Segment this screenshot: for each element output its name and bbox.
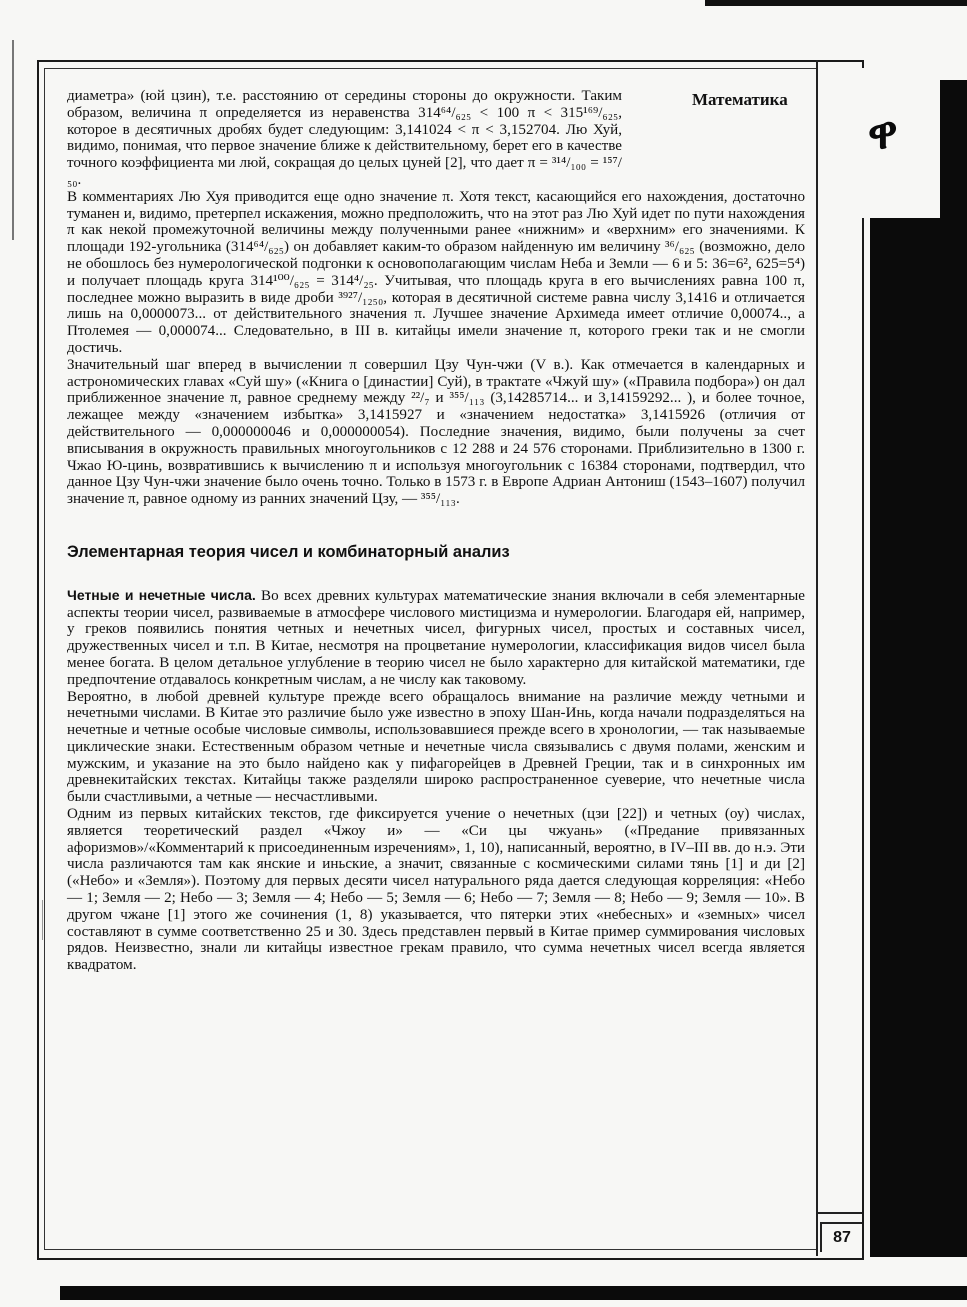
paragraph: Вероятно, в любой древней культуре прежде всего обращалось внимание на различие между четными и нечетными числами. В Китае это различие было уже известно в эпоху Шан-Инь, когда начали подразделяться на нечетные и четные особые числовые символы, использовавшиеся прежде всего в хронологии, — так называемые циклические знаки. Естественным образом четные и нечетные числа связывались с двумя полами, женским и мужским, и указание на это было найдено как у пифагорейцев в Древней Греции, так и в синхронных им древнекитайских текстах. Китайцы также разделяли широко распространенное суеверие, что нечетные числа были счастливыми, а четные — несчастливыми.: [67, 688, 805, 806]
paragraph: В комментариях Лю Хуя приводится еще одно значение π. Хотя текст, касающийся его нахождения, достаточно туманен и, видимо, претерпел искажения, можно предположить, что на этот раз Лю Хуй идет по пути нахождения π как некой промежуточной величины между полученными ранее «нижним» и «верхним» его значениями. К площади 192-угольника (314⁶⁴/₆₂₅) он добавляет каким-то образом найденную им величину ³⁶/₆₂₅ (возможно, дело не обошлось без нумерологической подгонки к основополагающим числам Неба и Земли — 6 и 5: 36=6², 625=5⁴) и получает площадь круга 314¹⁰⁰/₆₂₅ = 314⁴/₂₅. Учитывая, что площадь круга в его вычислениях равна 100 π, последнее можно выразить в виде дроби ³⁹²⁷/₁₂₅₀, которая в десятичной системе равна числу 3,1416 и отличается лишь на 0,0000073... от действительного значения π. Лучшее значение Архимеда имеет отличие 0,00074.., а Птолемея — 0,000074... Следовательно, в III в. китайцы имели значение π, которого греки так и не смогли достичь.: [67, 188, 805, 356]
scan-artifact-top: [705, 0, 967, 6]
scan-artifact-left: [12, 40, 14, 240]
page-body: [67, 88, 805, 974]
paragraph: [67, 587, 805, 689]
running-head: Математика: [692, 90, 788, 109]
chapter-tab: [870, 80, 967, 1257]
page-number: 87: [820, 1222, 862, 1252]
paragraph-text: Во всех древних культурах математические знания включали в себя элементарные аспекты теории чисел, развиваемые в атмосфере числового мистицизма и нумерологии. Благодаря ей, например, у греков появились понятия четных и нечетных чисел, фигурных чисел, простых и составных чисел, дружественных чисел и т.п. В Китае, несмотря на процветание нумерологии, классификация видов чисел была менее богата. В целом детальное углубление в теорию чисел не было характерно для китайской математики, где предпочтение отдавалось конкретным числам, а не числу как таковому.: [67, 587, 805, 688]
paragraph: Одним из первых китайских текстов, где фиксируется учение о нечетных (цзи [22]) и четных (оу) числах, является теоретический раздел «Чжоу и» — «Си цы чжуань» («Предание привязанных афоризмов»/«Комментарий к присоединенным изречениям», 1, 10), написанный, вероятно, в IV–III вв. до н.э. Эти числа различаются там как янские и иньские, а значит, связанные с космическими силами тянь [1] и ди [2] («Небо» и «Земля»). Поэтому для первых десяти чисел натурального ряда дается следующая корреляция: «Небо — 1; Земля — 2; Небо — 3; Земля — 4; Небо — 5; Земля — 6; Небо — 7; Земля — 8; Небо — 9; Земля — 10». В другом чжане [1] этого же сочинения (1, 8) указывается, что пятерки этих «небесных» и «земных» чисел составляют в сумме соответственно 25 и 30. Здесь представлен первый в Китае пример суммирования числовых рядов. Неизвестно, знали ли китайцы известное грекам правило, что сумма нечетных чисел всегда является квадратом.: [67, 806, 805, 974]
page-frame-divider: [816, 60, 818, 1256]
scan-artifact-bottom: [60, 1286, 967, 1300]
section-heading: Элементарная теория чисел и комбинаторный анализ: [67, 542, 510, 561]
subsection-term: Четные и нечетные числа.: [67, 586, 256, 603]
paragraph: Значительный шаг вперед в вычислении π совершил Цзу Чун-чжи (V в.). Как отмечается в календарных и астрономических главах «Суй шу» («Книга о [династии] Суй), в трактате «Чжуй шу» («Правила подбора») он дал приближенное значение π, равное среднему между ²²/₇ и ³⁵⁵/₁₁₃ (3,14285714... и 3,14159292... ), и более точное, лежащее между «значением избытка» 3,1415927 и «значением недостатка» 3,1415926 (отличия от действительного — 0,000000046 и 0,000000054). Последние значения, видимо, были получены за счет вписывания в окружность правильных многоугольников с 12 288 и 24 576 сторонами. Приблизительно в 1300 г. Чжао Ю-цинь, возвратившись к вычислению π и используя многоугольник с 16384 сторонами, подтвердил, что данное Цзу Чун-чжи значение было очень точно. Только в 1573 г. в Европе Адриан Антониш (1543–1607) получил значение π, равное одному из ранних значений Цзу, — ³⁵⁵/₁₁₃.: [67, 356, 805, 508]
page-number-rule: [818, 1212, 862, 1214]
paragraph: диаметра» (юй цзин), т.е. расстоянию от середины стороны до окружности. Таким образом, величина π определяется из неравенства 314⁶⁴/₆₂₅ < 100 π < 315¹⁶⁹/₆₂₅, которое в десятичных дробях будет следующим: 3,141024 < π < 3,152704. Лю Хуй, видимо, понимая, что первое значение ближе к действительному, берет его в качестве точного коэффициента ми люй, сокращая до целых цуней [2], что дает π = ³¹⁴/₁₀₀ = ¹⁵⁷/₅₀.: [67, 88, 622, 188]
chapter-glyph-icon: ዋ: [864, 107, 902, 160]
